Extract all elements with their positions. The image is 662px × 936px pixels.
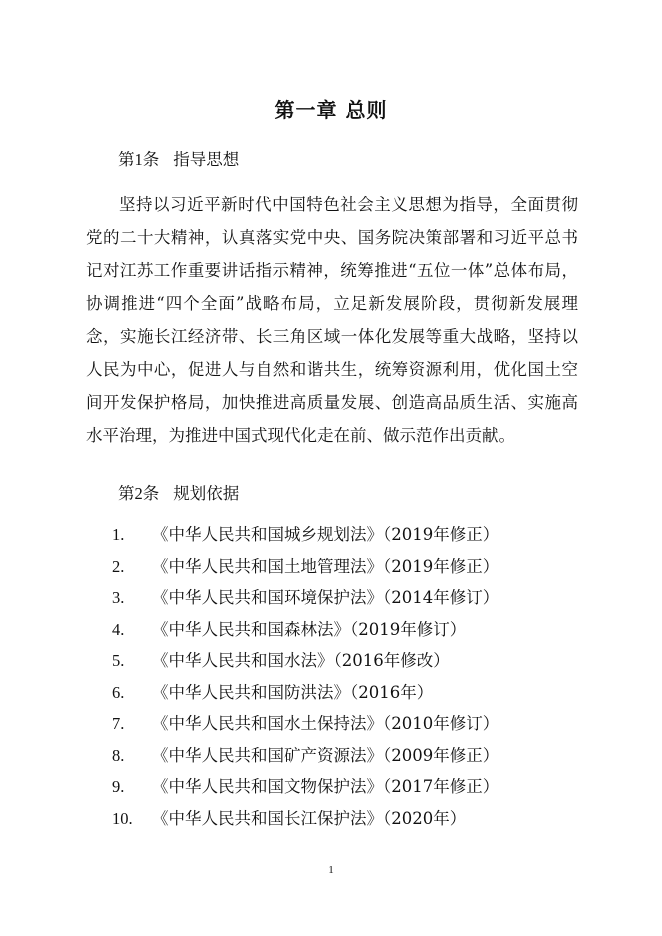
list-item — [112, 677, 499, 709]
list-item — [112, 645, 499, 677]
list-item-text: 《中华人民共和国矿产资源法》（2009年修正） — [152, 745, 500, 765]
list-item-index: 4. — [112, 619, 125, 639]
article-2-heading — [118, 482, 239, 506]
chapter-title: 第一章 总则 — [274, 98, 388, 122]
list-item-index: 1. — [112, 525, 125, 544]
list-item-text: 《中华人民共和国防洪法》（2016年） — [152, 682, 434, 702]
list-item — [112, 708, 499, 740]
article-1-title: 指导思想 — [173, 150, 240, 169]
list-item-index: 5. — [112, 651, 125, 670]
list-item-text: 《中华人民共和国森林法》（2019年修订） — [152, 619, 467, 639]
list-item — [112, 551, 499, 583]
list-item — [112, 803, 499, 835]
list-item — [112, 614, 499, 646]
list-item — [112, 740, 499, 772]
article-1-number: 第1条 — [118, 150, 160, 169]
list-item — [112, 582, 499, 614]
list-item — [112, 771, 499, 803]
list-item-text: 《中华人民共和国长江保护法》（2020年） — [152, 808, 467, 828]
list-item-index: 10. — [112, 808, 133, 828]
list-item-text: 《中华人民共和国土地管理法》（2019年修正） — [152, 556, 500, 576]
list-item — [112, 519, 499, 551]
list-item-index: 8. — [112, 745, 125, 765]
article-2-title: 规划依据 — [173, 484, 240, 503]
list-item-text: 《中华人民共和国城乡规划法》（2019年修正） — [152, 525, 500, 544]
list-item-text: 《中华人民共和国文物保护法》（2017年修正） — [152, 777, 500, 796]
article-1-body: 坚持以习近平新时代中国特色社会主义思想为指导，全面贯彻党的二十大精神，认真落实党中央、国务院决策部署和习近平总书记对江苏工作重要讲话指示精神，统筹推进“五位一体”总体布局，协调推进“四个全面”战略布局，立足新发展阶段，贯彻新发展理念，实施长江经济带、长三角区域一体化发展等重大战略，坚持以人民为中心，促进人与自然和谐共生，统筹资源利用，优化国土空间开发保护格局，加快推进高质量发展、创造高品质生活、实施高水平治理，为推进中国式现代化走在前、做示范作出贡献。 — [86, 195, 578, 445]
page-number: 1 — [328, 864, 334, 876]
list-item-text: 《中华人民共和国水土保持法》（2010年修订） — [152, 714, 500, 733]
list-item-index: 9. — [112, 777, 125, 796]
article-1-heading — [118, 148, 239, 172]
list-item-index: 3. — [112, 588, 125, 607]
list-item-index: 6. — [112, 682, 125, 702]
list-item-text: 《中华人民共和国环境保护法》（2014年修订） — [152, 588, 500, 607]
list-item-text: 《中华人民共和国水法》（2016年修改） — [152, 651, 450, 670]
article-2-number: 第2条 — [118, 484, 160, 503]
regulation-list — [112, 519, 499, 834]
list-item-index: 7. — [112, 714, 125, 733]
list-item-index: 2. — [112, 556, 125, 576]
